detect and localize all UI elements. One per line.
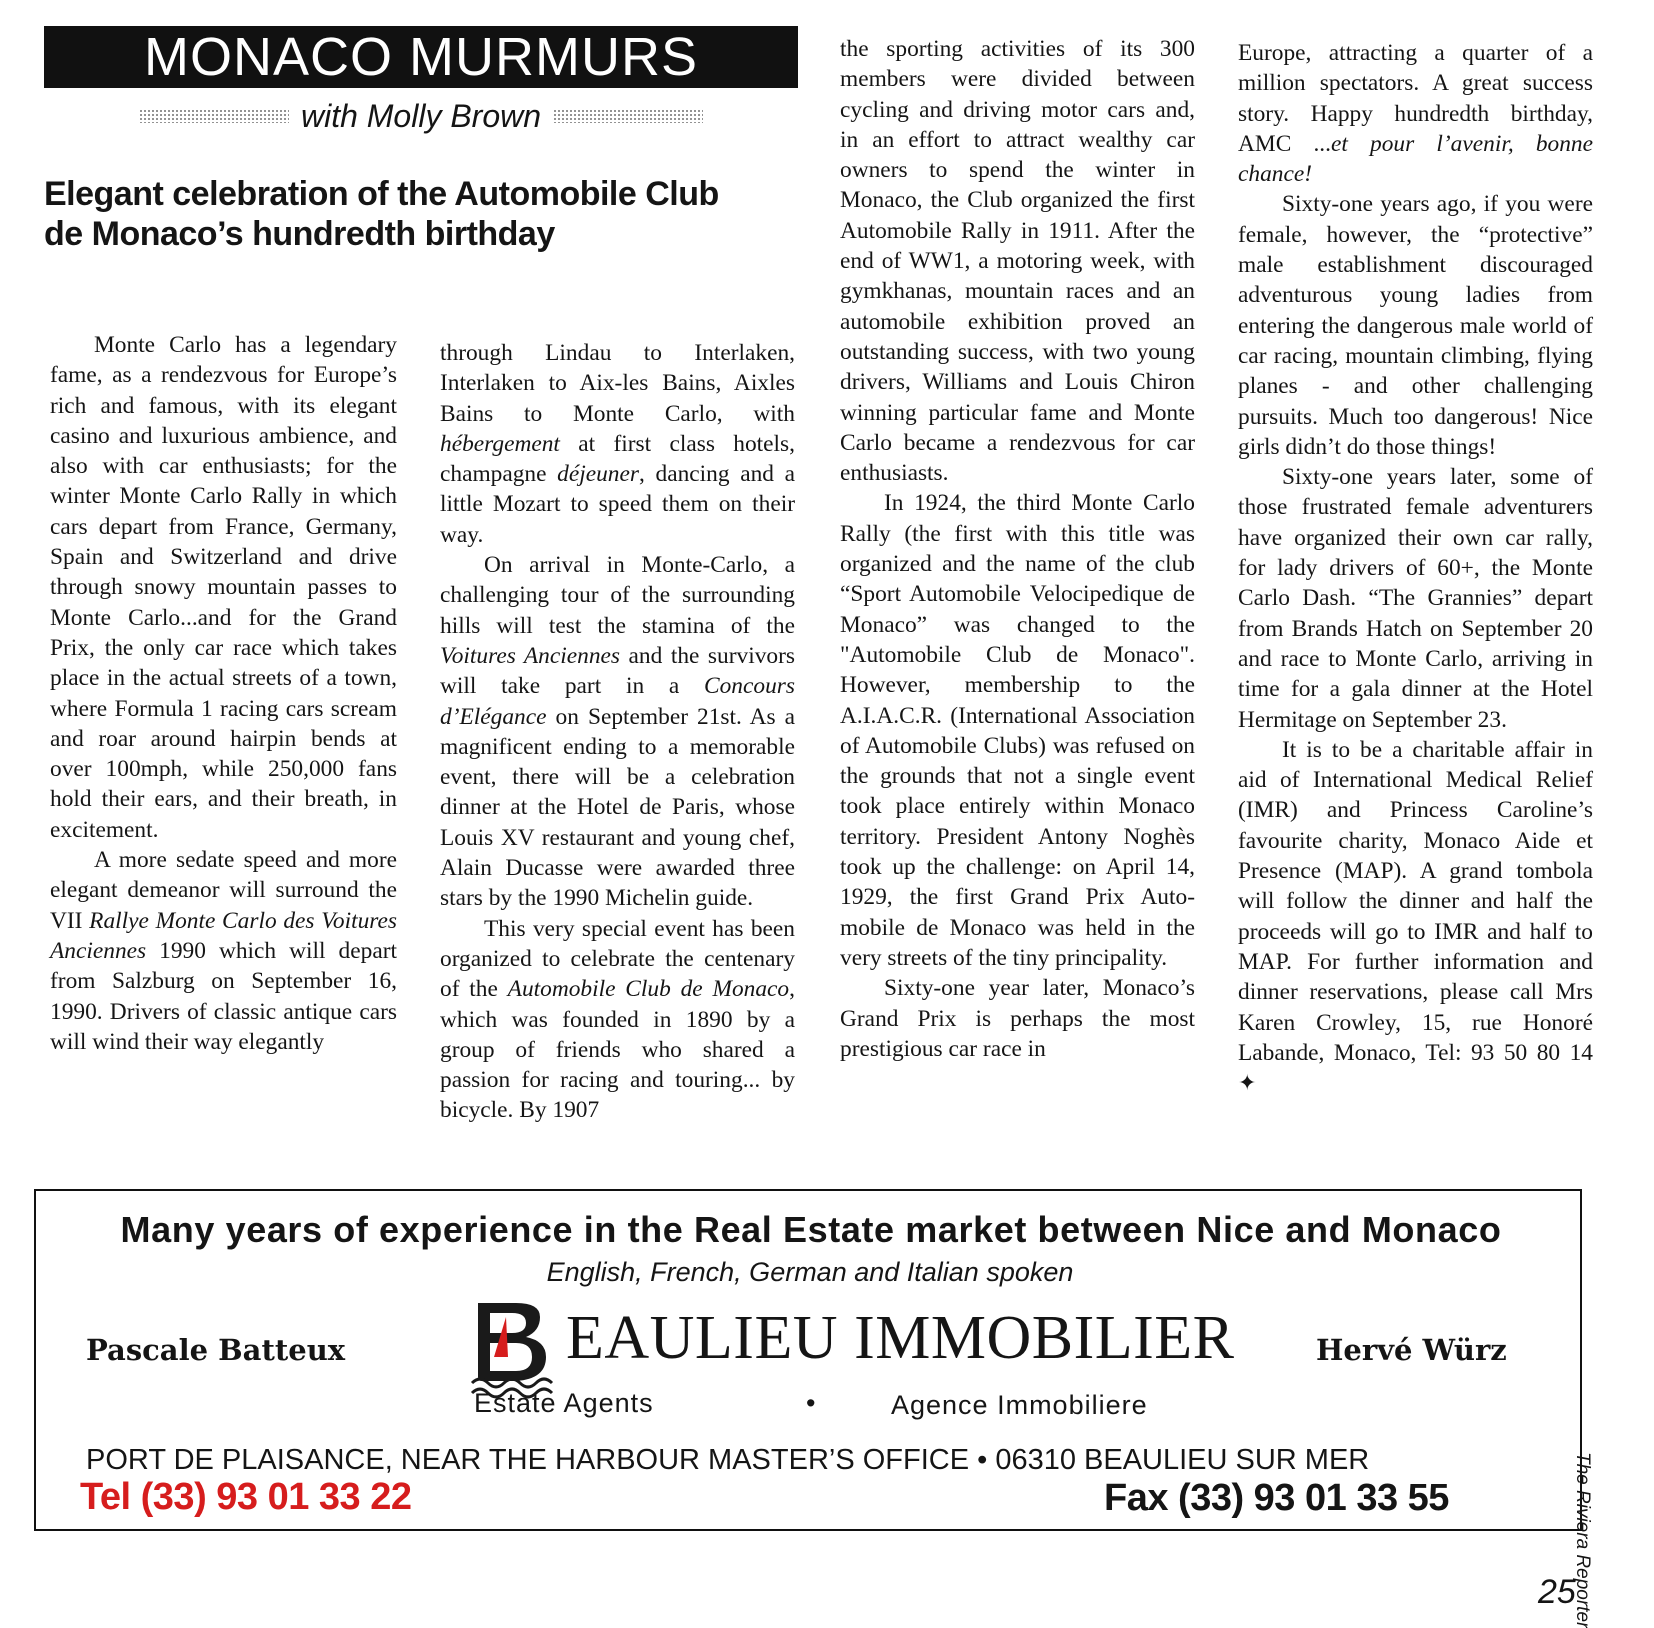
italic-run: hébergement — [440, 430, 560, 457]
paragraph: Sixty-one years ago, if you were female, however, the “protective” male establishment discouraged adventurous young ladies from entering the dangerous male world of car racing, mountain climbing, flying planes - and other challenging pursuits. Much too dangerous! Nice girls didn’t do those things! — [1238, 191, 1593, 460]
ad-headline: Many years of experience in the Real Estate market between Nice and Monaco — [120, 1209, 1502, 1250]
article-column-3 — [840, 34, 1195, 1064]
italic-run: Concours d’Elégance — [440, 673, 795, 730]
ad-languages: English, French, German and Italian spoken — [546, 1257, 1074, 1287]
bullet-separator: • — [806, 1388, 816, 1418]
agent-name-right: Hervé Würz — [1316, 1333, 1507, 1367]
company-name: EAULIEU IMMOBILIER — [566, 1304, 1235, 1372]
text-run: This very special event has been organized to celebrate the centenary of the — [440, 915, 795, 1003]
dotted-rule-right — [553, 109, 703, 123]
text-run: , dancing and a little Mozart to speed them on their way. — [440, 461, 795, 548]
byline-row — [44, 96, 798, 136]
paragraph: In 1924, the third Monte Carlo Rally (the first with this title was organized and the name of the club “Sport Automobile Velocipedique de Monaco” was changed to the "Automobile Club de Monaco". However, membership to the A.I.A.C.R. (International Association of Automobile Clubs) was refused on the grounds that not a single event took place entirely within Monaco territory. President Antony Noghès took up the challenge: on April 14, 1929, the first Grand Prix Automobile de Monaco was held in the very streets of the tiny principality. — [840, 490, 1195, 971]
italic-run: Voitures Anciennes — [440, 642, 621, 669]
italic-run: et pour l’avenir, bonne chance! — [1238, 130, 1593, 188]
dotted-rule-left — [139, 109, 289, 123]
text-run: , which was founded in 1890 by a group of friends who shared a passion for racing and touring... by bicycle. By 1907 — [440, 976, 795, 1124]
italic-run: déjeuner — [557, 461, 639, 488]
article-column-2 — [440, 338, 795, 1126]
paragraph — [440, 914, 795, 1126]
end-mark-icon: ✦ — [1238, 1070, 1257, 1096]
agent-name-left: Pascale Batteux — [86, 1333, 346, 1367]
paragraph — [1238, 38, 1593, 189]
text-run: On arrival in Monte-Carlo, a challenging tour of the surrounding hills will test the stamina of the — [440, 552, 795, 639]
ad-address: PORT DE PLAISANCE, NEAR THE HARBOUR MASTER’S OFFICE • 06310 BEAULIEU SUR MER — [86, 1444, 1370, 1476]
text-run: Europe, attracting a quarter of a million spectators. A great success story. Happy hundredth birthday, AMC ... — [1238, 40, 1593, 157]
paragraph: Sixty-one years later, some of those frustrated female adventurers have organized their own car rally, for lady drivers of 60+, the Monte Carlo Dash. “The Grannies” depart from Brands Hatch on September 20 and race to Monte Carlo, arriving in time for a gala dinner at the Hotel Hermitage on September 23. — [1238, 464, 1593, 733]
article-headline — [44, 174, 764, 254]
page-number: 25 — [1538, 1573, 1576, 1611]
text-run: on September 21st. As a magnificent ending to a memorable event, there will be a celebration dinner at the Hotel de Paris, whose Louis XV restaurant and young chef, Alain Ducasse were awarded three stars by the 1990 Michelin guide. — [440, 703, 795, 912]
ad-fax: Fax (33) 93 01 33 55 — [1104, 1477, 1449, 1519]
paragraph — [440, 550, 795, 914]
ad-subtitle-agence: Agence Immobiliere — [891, 1390, 1148, 1420]
headline-line-2: de Monaco’s hundredth birthday — [44, 215, 555, 253]
article-column-1 — [50, 330, 397, 1057]
real-estate-advertisement — [34, 1189, 1582, 1531]
italic-run: Rallye Monte Carlo des Voitures Anciennes — [50, 907, 397, 964]
paragraph: the sporting activities of its 300 members were divided between cycling and driving motor cars and, in an effort to attract wealthy car owners to spend the winter in Monaco, the Club organized the first Automobile Rally in 1911. After the end of WW1, a motoring week, with gymkhanas, mountain races and an automobile exhibition proved an outstanding success, with two young drivers, Williams and Louis Chiron winning particular fame and Monte Carlo became a rendezvous for car enthusiasts. — [840, 36, 1195, 487]
paragraph: Sixty-one year later, Monaco’s Grand Prix is perhaps the most prestigious car race in — [840, 975, 1195, 1062]
text-run: at first class hotels, champagne — [440, 430, 795, 488]
text-run: A more sedate speed and more elegant demeanor will surround the VII — [50, 847, 397, 934]
paragraph — [440, 338, 795, 550]
headline-line-1: Elegant celebration of the Automobile Club — [44, 175, 719, 213]
text-run: through Lindau to Interlaken, Interlaken to Aix-les Bains, Aixles Bains to Monte Carlo, with — [440, 340, 795, 427]
article-column-4 — [1238, 38, 1593, 1098]
paragraph: Monte Carlo has a legendary fame, as a rendezvous for Europe’s rich and famous, with its elegant casino and luxurious ambience, and also with car enthusiasts; for the winter Monte Carlo Rally in which cars depart from France, Germany, Spain and Switzerland and drive through snowy mountain passes to Monte Carlo...and for the Grand Prix, the only car race which takes place in the actual streets of a town, where Formula 1 racing cars scream and roar around hairpin bends at over 100mph, while 250,000 fans hold their ears, and their breath, in excitement. — [50, 332, 397, 843]
paragraph — [1238, 735, 1593, 1099]
text-run: and the survivors will take part in a — [440, 642, 795, 700]
text-run: It is to be a charitable affair in aid of International Medical Relief (IMR) and Princess Caroline’s favourite charity, Monaco Aide et Presence (MAP). A grand tombola will follow the dinner and half the proceeds will go to IMR and half to MAP. For further information and dinner reservations, please call Mrs Karen Crowley, 15, rue Honoré Labande, Monaco, Tel: 93 50 80 14 — [1238, 736, 1593, 1066]
text-run: 1990 which will depart from Salzburg on September 16, 1990. Drivers of classic antique cars will wind their way elegantly — [50, 937, 397, 1055]
italic-run: Automobile Club de Monaco — [507, 976, 790, 1003]
ad-subtitle-estate-agents: Estate Agents — [474, 1388, 654, 1418]
publication-name: The Riviera Reporter — [1572, 1452, 1593, 1628]
ad-telephone: Tel (33) 93 01 33 22 — [80, 1476, 412, 1518]
column-banner — [44, 26, 798, 88]
paragraph — [50, 845, 397, 1057]
byline: with Molly Brown — [300, 97, 542, 134]
column-title: MONACO MURMURS — [144, 27, 698, 87]
